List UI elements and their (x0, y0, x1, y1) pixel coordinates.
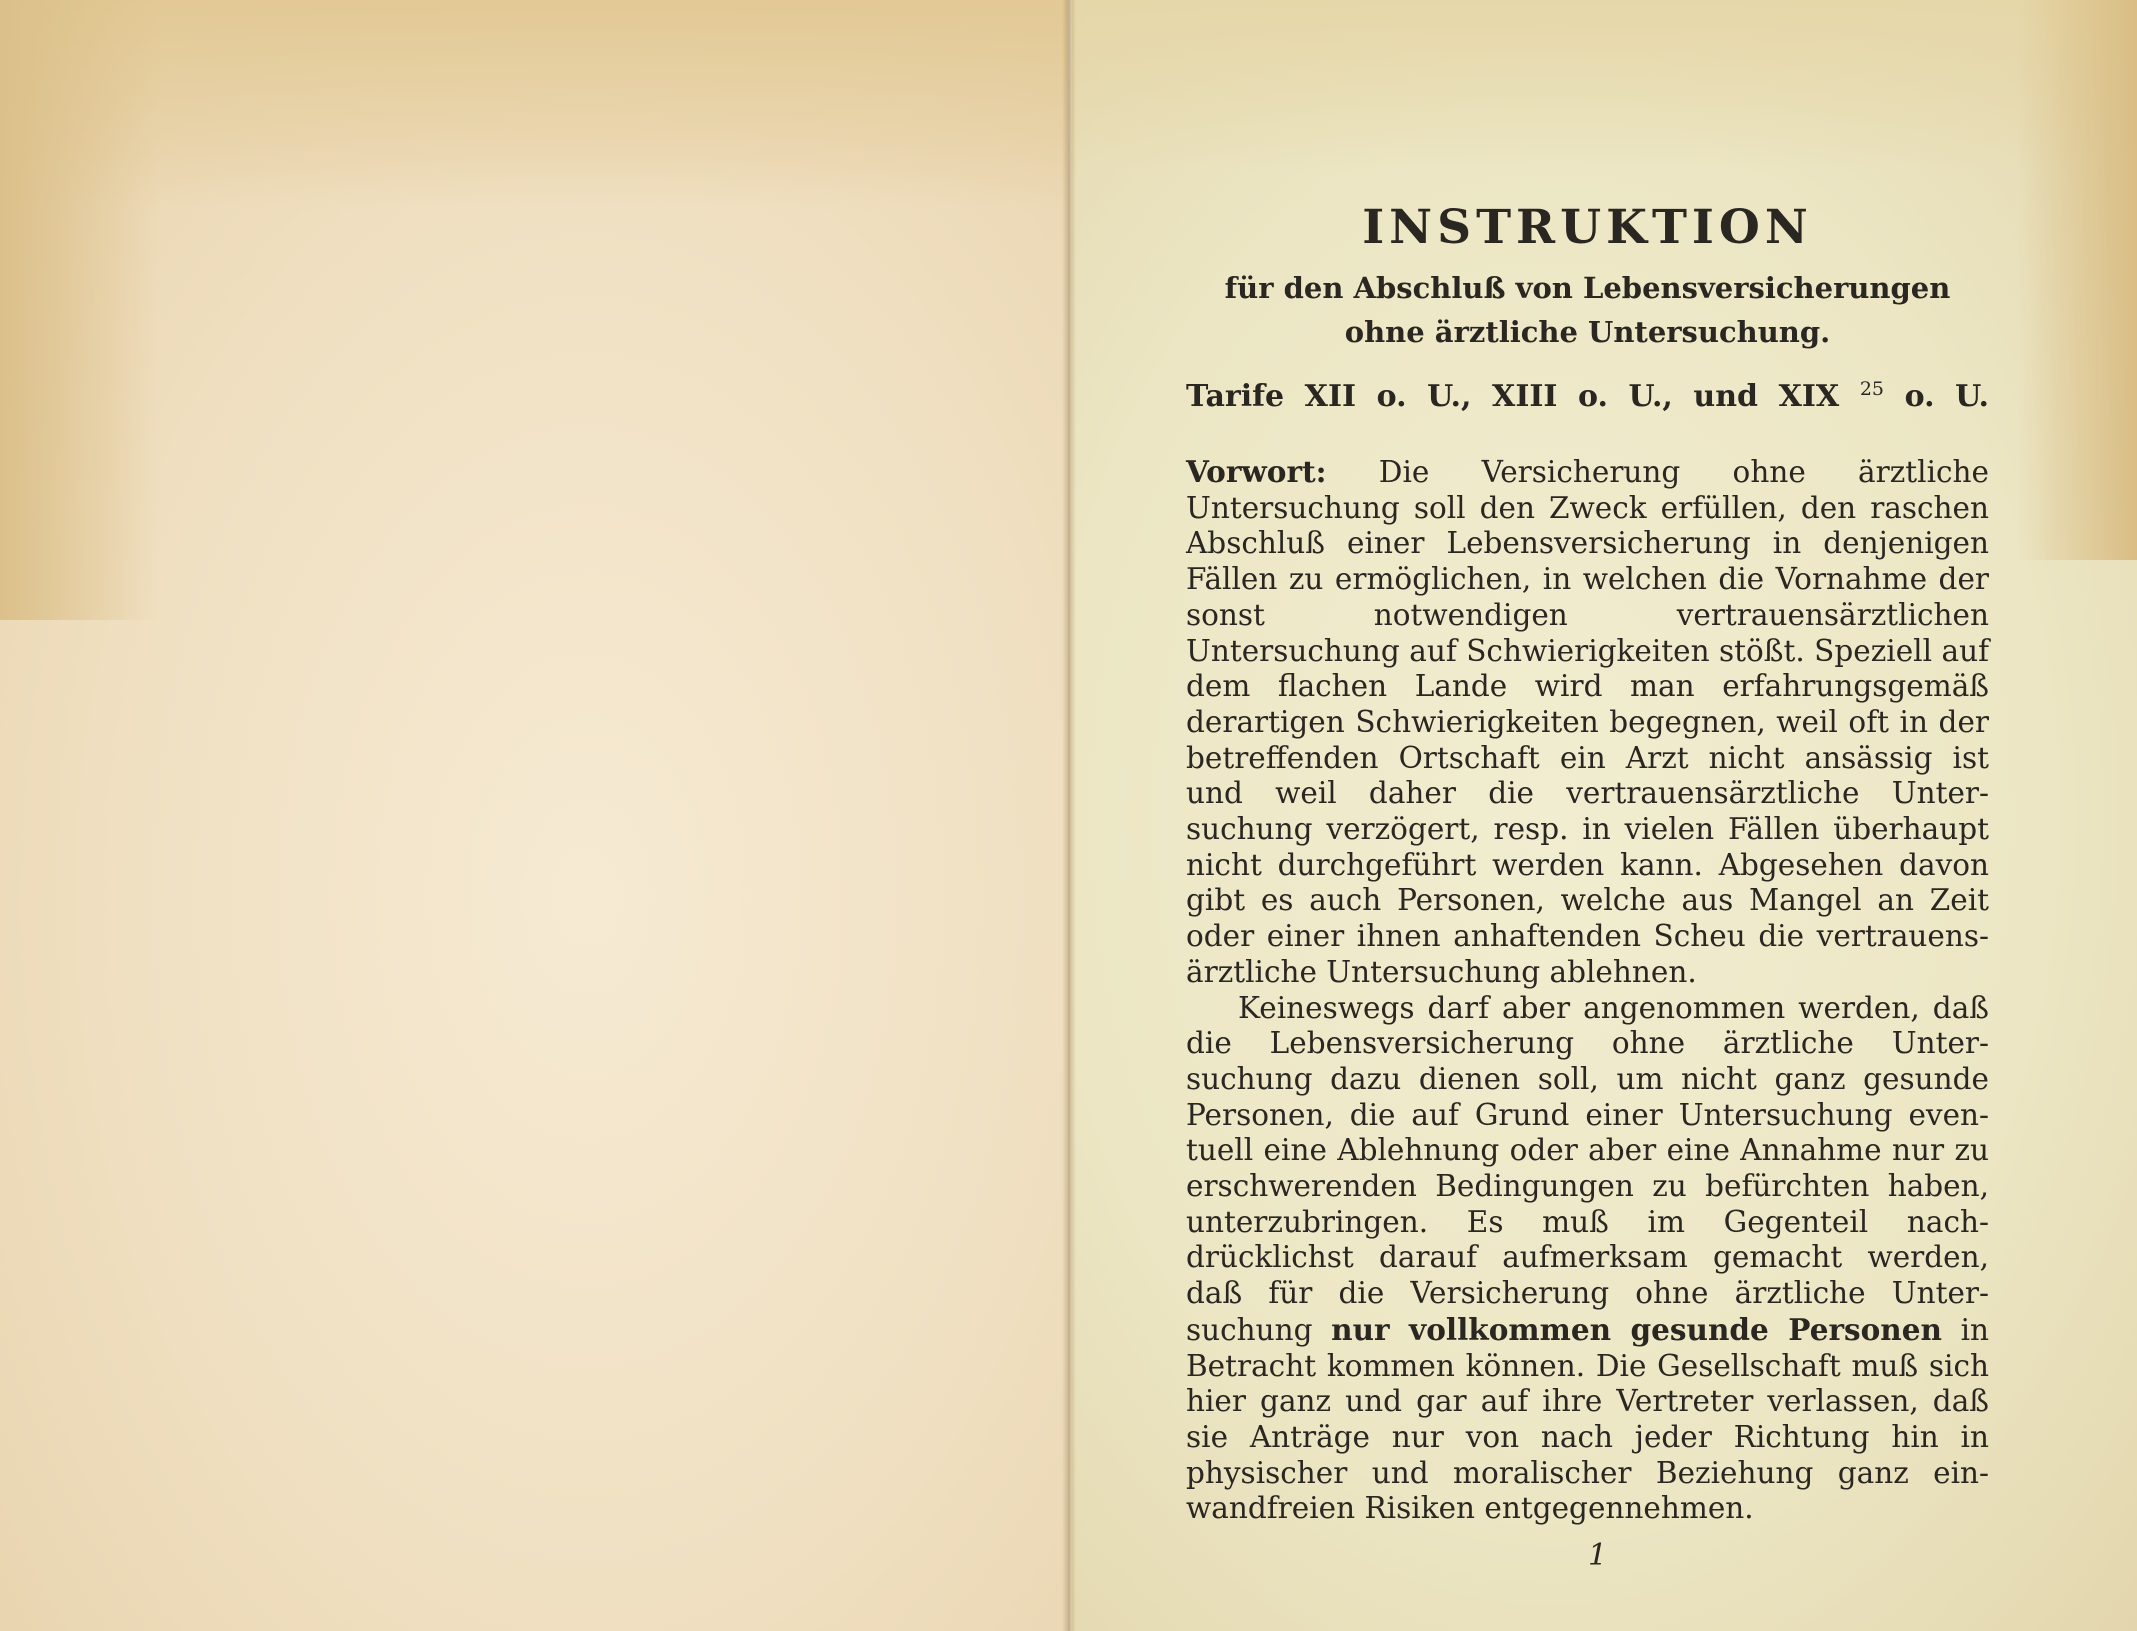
paragraph-second-text-before: Keineswegs darf aber angenommen werden, daß die Lebensversicherung ohne ärztliche Untersuchung dazu dienen soll, um nicht ganz gesunde Personen, die auf Grund einer Untersuchung eventuell eine Ablehnung oder aber eine Annahme nur zu erschwerenden Bedingungen zu befürchten haben, unterzubringen. Es muß im Gegenteil nachdrücklichst darauf aufmerksam gemacht werden, daß für die Versicherung ohne ärztliche Untersuchung (1186, 990, 1989, 1347)
tariff-text: Tarife XII o. U., XIII o. U., und XIX (1186, 379, 1840, 414)
tariff-suffix: o. U. (1904, 379, 1990, 414)
water-stain-top (0, 0, 1068, 210)
foreword-label: Vorwort: (1186, 454, 1327, 489)
paragraph-second (1186, 991, 1989, 1528)
foreword-text: Die Versicherung ohne ärztliche Untersuchung soll den Zweck erfüllen, den raschen Abschluß einer Lebensversicherung in denjenigen Fällen zu ermöglichen, in welchen die Vornahme der sonst notwendigen vertrauensärztlichen Untersuchung auf Schwierigkeiten stößt. Speziell auf dem flachen Lande wird man erfahrungsgemäß derartigen Schwierigkeiten begegnen, weil oft in der betreffenden Ortschaft ein Arzt nicht ansässig ist und weil daher die vertrauensärztliche Untersuchung verzögert, resp. in vielen Fällen überhaupt nicht durchgeführt werden kann. Abgesehen davon gibt es auch Personen, welche aus Mangel an Zeit oder einer ihnen anhaftenden Scheu die vertrauensärztliche Untersuchung ablehnen. (1186, 455, 1989, 989)
subtitle-line-1: für den Abschluß von Lebensversicherungen (1224, 271, 1951, 305)
tariff-line (1186, 366, 1989, 420)
water-stain-side (0, 0, 160, 620)
water-stain-side (2017, 0, 2137, 560)
tariff-superscript: 25 (1859, 378, 1885, 400)
page-title: INSTRUKTION (1362, 200, 1813, 255)
subtitle-line-2: ohne ärztliche Untersuchung. (1344, 315, 1831, 349)
water-stain-top (1072, 0, 2137, 170)
book-gutter (1062, 0, 1076, 1631)
subtitle (1186, 266, 1989, 354)
instruction-text-block (1186, 196, 1989, 1527)
page-number: 1 (1588, 1538, 1608, 1573)
paragraph-foreword (1186, 454, 1989, 991)
paragraph-second-text-after: in Betracht kommen können. Die Gesellschaft muß sich hier ganz und gar auf ihre Vertreter verlassen, daß sie Anträge nur von nach jeder Richtung hin in physischer und moralischer Beziehung ganz einwandfreien Risiken entgegennehmen. (1186, 1312, 1989, 1526)
emphasis-healthy-persons: nur vollkommen gesunde Personen (1331, 1311, 1942, 1347)
left-page-blank (0, 0, 1068, 1631)
